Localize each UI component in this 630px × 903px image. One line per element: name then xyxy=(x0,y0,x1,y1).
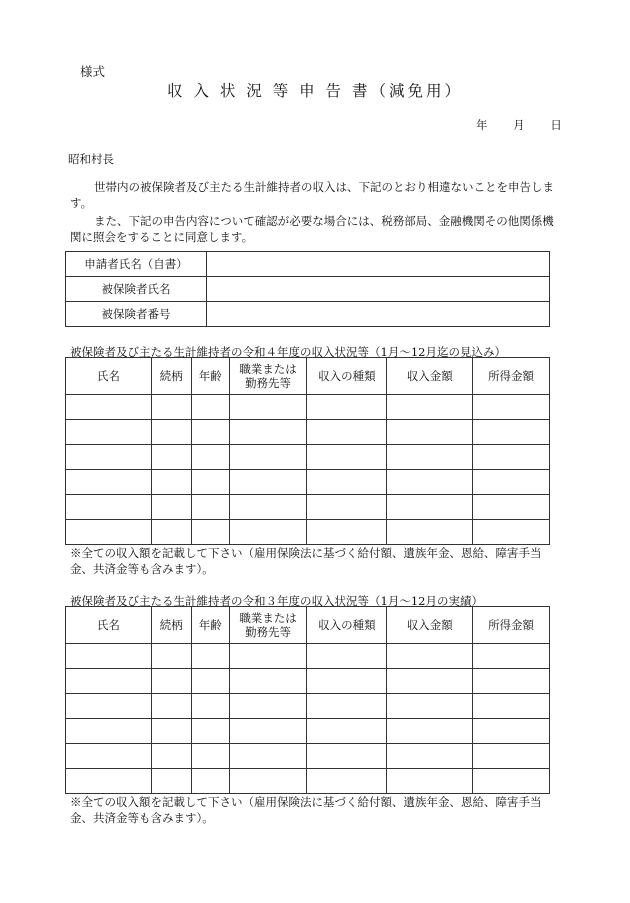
cell[interactable] xyxy=(307,669,387,694)
cell[interactable] xyxy=(307,769,387,794)
cell[interactable] xyxy=(66,520,152,545)
col-occupation-line2: 勤務先等 xyxy=(245,625,292,639)
cell[interactable] xyxy=(151,445,191,470)
cell[interactable] xyxy=(66,644,152,669)
cell[interactable] xyxy=(151,420,191,445)
insured-number-field[interactable] xyxy=(207,302,550,327)
date-day-label: 日 xyxy=(550,118,562,132)
cell[interactable] xyxy=(229,694,307,719)
table-header-row xyxy=(66,607,550,644)
income-table-r3 xyxy=(65,606,550,794)
cell[interactable] xyxy=(473,495,550,520)
cell[interactable] xyxy=(229,495,307,520)
cell[interactable] xyxy=(66,495,152,520)
income-table-r4 xyxy=(65,357,550,545)
cell[interactable] xyxy=(473,520,550,545)
income-note-r4: ※全ての収入額を記載して下さい（雇用保険法に基づく給付額、遺族年金、恩給、障害手当金、共済金等も含みます）。 xyxy=(70,546,542,576)
table-row xyxy=(66,520,550,545)
col-relation: 続柄 xyxy=(151,358,191,395)
cell[interactable] xyxy=(66,395,152,420)
date-line xyxy=(476,117,562,133)
applicant-name-label: 申請者氏名（自書） xyxy=(66,252,207,277)
date-month-label: 月 xyxy=(513,118,525,132)
table-row xyxy=(66,719,550,744)
date-year-label: 年 xyxy=(476,118,488,132)
applicant-name-field[interactable] xyxy=(207,252,550,277)
cell[interactable] xyxy=(151,669,191,694)
cell[interactable] xyxy=(387,669,473,694)
cell[interactable] xyxy=(387,420,473,445)
cell[interactable] xyxy=(229,669,307,694)
table-row xyxy=(66,277,550,302)
table-row xyxy=(66,769,550,794)
cell[interactable] xyxy=(191,694,229,719)
cell[interactable] xyxy=(307,445,387,470)
cell[interactable] xyxy=(229,520,307,545)
col-occupation-line1: 職業または xyxy=(239,611,297,625)
cell[interactable] xyxy=(229,769,307,794)
col-income-amount: 収入金額 xyxy=(387,358,473,395)
cell[interactable] xyxy=(307,395,387,420)
cell[interactable] xyxy=(387,470,473,495)
cell[interactable] xyxy=(191,470,229,495)
cell[interactable] xyxy=(307,420,387,445)
cell[interactable] xyxy=(66,445,152,470)
cell[interactable] xyxy=(387,644,473,669)
cell[interactable] xyxy=(307,470,387,495)
table-row xyxy=(66,420,550,445)
cell[interactable] xyxy=(307,520,387,545)
cell[interactable] xyxy=(473,470,550,495)
cell[interactable] xyxy=(229,420,307,445)
cell[interactable] xyxy=(473,719,550,744)
insured-name-field[interactable] xyxy=(207,277,550,302)
cell[interactable] xyxy=(473,445,550,470)
consent-paragraph: また、下記の申告内容について確認が必要な場合には、税務部局、金融機関その他関係機関に照会をすることに同意します。 xyxy=(70,214,554,244)
cell[interactable] xyxy=(473,694,550,719)
cell[interactable] xyxy=(151,769,191,794)
cell[interactable] xyxy=(387,769,473,794)
cell[interactable] xyxy=(387,395,473,420)
col-occupation-line2: 勤務先等 xyxy=(245,376,292,390)
insured-number-label: 被保険者番号 xyxy=(66,302,207,327)
table-row xyxy=(66,644,550,669)
cell[interactable] xyxy=(473,744,550,769)
col-occupation xyxy=(229,607,307,644)
cell[interactable] xyxy=(66,420,152,445)
col-age: 年齢 xyxy=(191,607,229,644)
cell[interactable] xyxy=(191,719,229,744)
addressee: 昭和村長 xyxy=(68,152,114,166)
cell[interactable] xyxy=(191,445,229,470)
cell[interactable] xyxy=(66,719,152,744)
table-row xyxy=(66,744,550,769)
cell[interactable] xyxy=(307,495,387,520)
table-row xyxy=(66,302,550,327)
cell[interactable] xyxy=(191,769,229,794)
cell[interactable] xyxy=(307,694,387,719)
col-income-amount: 収入金額 xyxy=(387,607,473,644)
cell[interactable] xyxy=(307,744,387,769)
table-row xyxy=(66,395,550,420)
cell[interactable] xyxy=(229,470,307,495)
cell[interactable] xyxy=(191,420,229,445)
cell[interactable] xyxy=(66,694,152,719)
cell[interactable] xyxy=(151,719,191,744)
declaration-paragraph: 世帯内の被保険者及び主たる生計維持者の収入は、下記のとおり相違ないことを申告します。 xyxy=(70,180,554,210)
table-row xyxy=(66,495,550,520)
insured-name-label: 被保険者氏名 xyxy=(66,277,207,302)
cell[interactable] xyxy=(151,495,191,520)
cell[interactable] xyxy=(473,769,550,794)
cell[interactable] xyxy=(229,644,307,669)
cell[interactable] xyxy=(66,470,152,495)
cell[interactable] xyxy=(151,644,191,669)
cell[interactable] xyxy=(473,395,550,420)
income-note-r3: ※全ての収入額を記載して下さい（雇用保険法に基づく給付額、遺族年金、恩給、障害手当金、共済金等も含みます）。 xyxy=(70,795,542,825)
applicant-table xyxy=(65,251,550,327)
cell[interactable] xyxy=(191,744,229,769)
cell[interactable] xyxy=(473,644,550,669)
table-row xyxy=(66,252,550,277)
cell[interactable] xyxy=(387,495,473,520)
cell[interactable] xyxy=(307,719,387,744)
cell[interactable] xyxy=(229,744,307,769)
col-occupation xyxy=(229,358,307,395)
table-row xyxy=(66,669,550,694)
cell[interactable] xyxy=(229,395,307,420)
cell[interactable] xyxy=(66,769,152,794)
cell[interactable] xyxy=(473,420,550,445)
cell[interactable] xyxy=(387,445,473,470)
cell[interactable] xyxy=(387,694,473,719)
section-caption-r4: 被保険者及び主たる生計維持者の令和４年度の収入状況等（1月～12月迄の見込み） xyxy=(70,345,506,359)
col-income-type: 収入の種類 xyxy=(307,358,387,395)
form-label: 様式 xyxy=(80,64,106,79)
table-row xyxy=(66,445,550,470)
cell[interactable] xyxy=(151,520,191,545)
cell[interactable] xyxy=(229,719,307,744)
cell[interactable] xyxy=(151,744,191,769)
table-row xyxy=(66,694,550,719)
cell[interactable] xyxy=(307,644,387,669)
cell[interactable] xyxy=(151,694,191,719)
cell[interactable] xyxy=(387,520,473,545)
col-occupation-line1: 職業または xyxy=(239,362,297,376)
cell[interactable] xyxy=(191,495,229,520)
cell[interactable] xyxy=(191,669,229,694)
cell[interactable] xyxy=(387,744,473,769)
cell[interactable] xyxy=(473,669,550,694)
cell[interactable] xyxy=(151,470,191,495)
document-title: 収 入 状 況 等 申 告 書（減免用） xyxy=(167,82,463,100)
table-row xyxy=(66,470,550,495)
col-name: 氏名 xyxy=(66,358,152,395)
col-earned-amount: 所得金額 xyxy=(473,358,550,395)
col-name: 氏名 xyxy=(66,607,152,644)
table-header-row xyxy=(66,358,550,395)
cell[interactable] xyxy=(229,445,307,470)
col-income-type: 収入の種類 xyxy=(307,607,387,644)
col-relation: 続柄 xyxy=(151,607,191,644)
cell[interactable] xyxy=(191,395,229,420)
cell[interactable] xyxy=(151,395,191,420)
section-caption-r3: 被保険者及び主たる生計維持者の令和３年度の収入状況等（1月～12月の実績） xyxy=(70,594,483,608)
cell[interactable] xyxy=(191,520,229,545)
col-age: 年齢 xyxy=(191,358,229,395)
cell[interactable] xyxy=(66,744,152,769)
col-earned-amount: 所得金額 xyxy=(473,607,550,644)
cell[interactable] xyxy=(387,719,473,744)
cell[interactable] xyxy=(66,669,152,694)
cell[interactable] xyxy=(191,644,229,669)
